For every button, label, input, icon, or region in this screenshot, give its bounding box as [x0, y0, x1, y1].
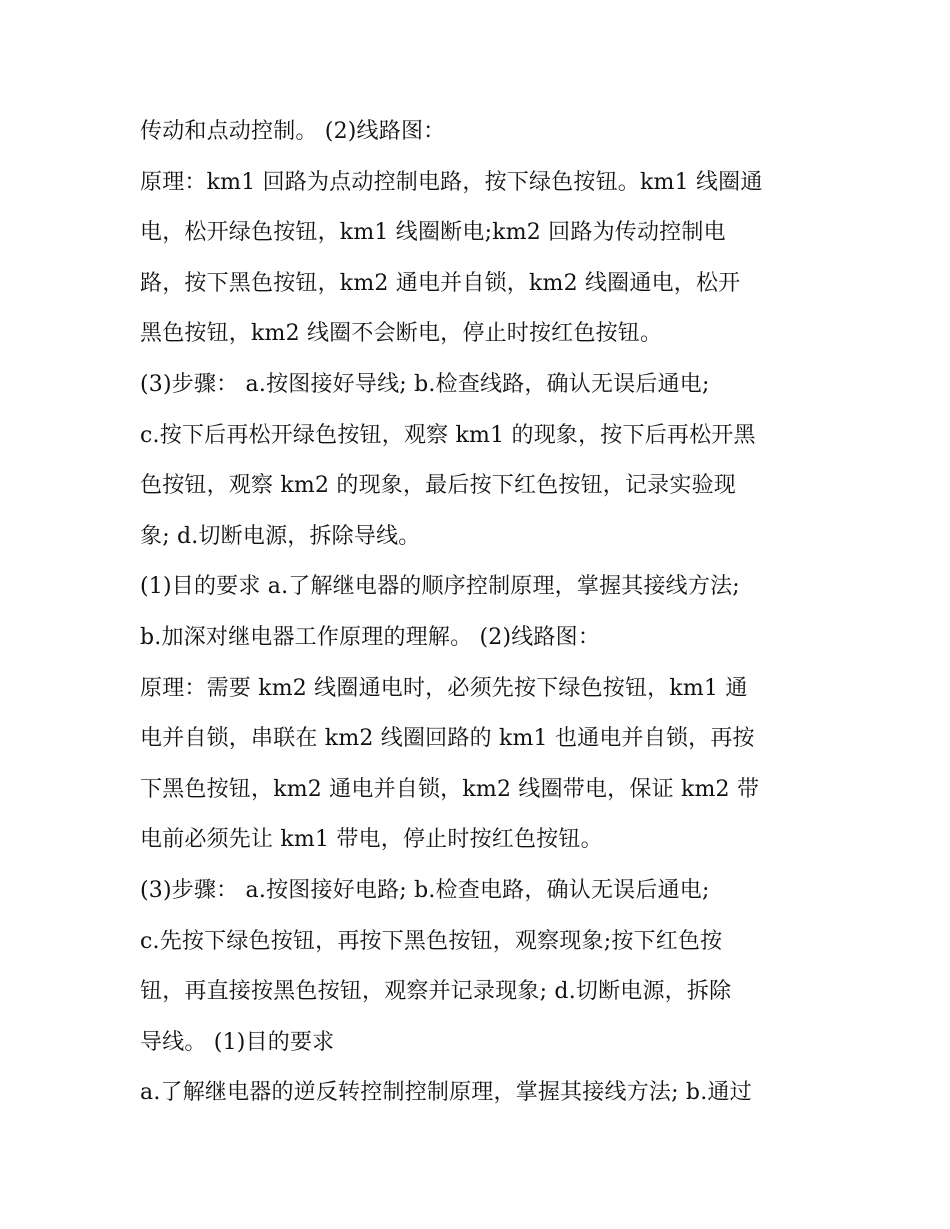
text-line-14: 下黑色按钮，km2 通电并自锁，km2 线圈带电，保证 km2 带 [140, 776, 760, 802]
text-line-7: c.按下后再松开绿色按钮，观察 km1 的现象，按下后再松开黑 [140, 422, 756, 448]
text-line-16: (3)步骤： a.按图接好电路; b.检查电路，确认无误后通电; [140, 877, 710, 903]
text-line-15: 电前必须先让 km1 带电，停止时按红色按钮。 [140, 827, 603, 853]
text-line-6: (3)步骤： a.按图接好导线; b.检查线路，确认无误后通电; [140, 371, 710, 397]
text-line-9: 象; d.切断电源，拆除导线。 [140, 523, 421, 549]
text-line-17: c.先按下绿色按钮，再按下黑色按钮，观察现象;按下红色按 [140, 928, 723, 954]
text-line-19: 导线。 (1)目的要求 [140, 1029, 335, 1055]
text-line-12: 原理：需要 km2 线圈通电时，必须先按下绿色按钮，km1 通 [140, 675, 748, 701]
document-body [140, 107, 830, 1119]
text-line-8: 色按钮，观察 km2 的现象，最后按下红色按钮，记录实验现 [140, 473, 736, 499]
text-line-10: (1)目的要求 a.了解继电器的顺序控制原理，掌握其接线方法; [140, 574, 740, 600]
text-line-18: 钮，再直接按黑色按钮，观察并记录现象; d.切断电源，拆除 [140, 979, 732, 1005]
text-line-20: a.了解继电器的逆反转控制控制原理，掌握其接线方法; b.通过 [140, 1080, 752, 1106]
text-line-4: 路，按下黑色按钮，km2 通电并自锁，km2 线圈通电，松开 [140, 270, 741, 296]
text-line-11: b.加深对继电器工作原理的理解。 (2)线路图： [140, 624, 601, 650]
text-line-13: 电并自锁，串联在 km2 线圈回路的 km1 也通电并自锁，再按 [140, 726, 755, 752]
text-line-5: 黑色按钮，km2 线圈不会断电，停止时按红色按钮。 [140, 321, 663, 347]
text-line-1: 传动和点动控制。 (2)线路图： [140, 119, 446, 144]
text-line-3: 电，松开绿色按钮，km1 线圈断电;km2 回路为传动控制电 [140, 220, 726, 246]
text-line-2: 原理：km1 回路为点动控制电路，按下绿色按钮。km1 线圈通 [140, 169, 763, 195]
